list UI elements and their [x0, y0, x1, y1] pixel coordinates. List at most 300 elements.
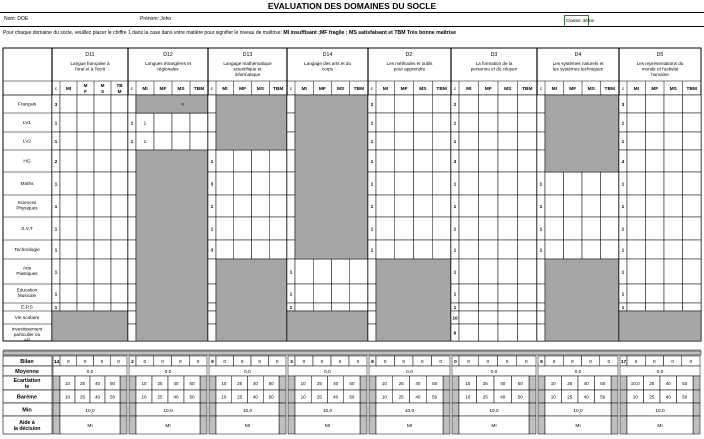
level-cell[interactable]: [414, 113, 433, 132]
level-cell[interactable]: [601, 217, 620, 240]
level-cell[interactable]: [498, 172, 518, 195]
level-cell[interactable]: [498, 259, 518, 284]
bareme-value: 25: [157, 394, 163, 400]
level-cell[interactable]: [479, 240, 499, 259]
footer-side-grey: [529, 416, 536, 434]
level-cell[interactable]: [459, 324, 479, 341]
level-cell[interactable]: [646, 303, 665, 311]
level-cell[interactable]: [395, 195, 414, 217]
count-cell[interactable]: [287, 113, 295, 132]
level-header: TBM: [686, 87, 697, 92]
moyenne-value: 0,0: [574, 370, 582, 375]
count-cell[interactable]: [208, 95, 216, 113]
level-cell[interactable]: [646, 132, 665, 150]
level-cell[interactable]: [111, 259, 128, 284]
level-cell[interactable]: [518, 113, 538, 132]
level-cell[interactable]: [582, 217, 601, 240]
level-cell[interactable]: [252, 150, 270, 172]
count-cell[interactable]: [208, 284, 216, 303]
level-cell[interactable]: [627, 217, 646, 240]
level-cell[interactable]: [432, 217, 451, 240]
level-cell[interactable]: [376, 240, 395, 259]
level-cell[interactable]: [518, 132, 538, 150]
subject-label: S.V.T: [21, 227, 33, 232]
level-cell[interactable]: [77, 195, 94, 217]
level-cell[interactable]: [350, 303, 368, 311]
level-cell[interactable]: [459, 113, 479, 132]
level-cell[interactable]: [234, 150, 252, 172]
level-cell[interactable]: [414, 132, 433, 150]
level-cell[interactable]: [601, 195, 620, 217]
level-cell[interactable]: [395, 95, 414, 113]
level-cell[interactable]: [664, 259, 683, 284]
footer-side-grey: [209, 376, 216, 390]
count-cell[interactable]: [368, 311, 376, 324]
level-cell[interactable]: [582, 195, 601, 217]
level-cell[interactable]: [498, 284, 518, 303]
count-cell[interactable]: [287, 172, 295, 195]
level-cell[interactable]: [252, 217, 270, 240]
count-cell[interactable]: [208, 324, 216, 341]
level-cell[interactable]: [313, 284, 331, 303]
level-cell[interactable]: [627, 240, 646, 259]
level-cell[interactable]: [269, 150, 287, 172]
level-cell[interactable]: [234, 240, 252, 259]
level-cell[interactable]: [77, 259, 94, 284]
count-cell[interactable]: [128, 324, 136, 341]
count-cell[interactable]: [537, 303, 545, 311]
level-cell[interactable]: [683, 284, 702, 303]
level-cell[interactable]: [234, 172, 252, 195]
level-cell[interactable]: [518, 324, 538, 341]
level-cell[interactable]: [395, 240, 414, 259]
level-cell[interactable]: [627, 113, 646, 132]
level-cell[interactable]: [94, 113, 111, 132]
level-cell[interactable]: [664, 195, 683, 217]
level-cell[interactable]: [459, 240, 479, 259]
level-cell[interactable]: [459, 284, 479, 303]
bareme-value: 10: [221, 394, 227, 400]
level-cell[interactable]: [498, 150, 518, 172]
level-cell[interactable]: [60, 113, 77, 132]
level-cell[interactable]: [376, 195, 395, 217]
level-cell[interactable]: [111, 172, 128, 195]
count-cell[interactable]: [537, 284, 545, 303]
level-cell[interactable]: [395, 172, 414, 195]
level-cell[interactable]: [498, 324, 518, 341]
count-cell[interactable]: [368, 303, 376, 311]
bilan-value: 0: [402, 360, 406, 365]
level-cell[interactable]: [269, 217, 287, 240]
count-cell[interactable]: [287, 150, 295, 172]
level-cell[interactable]: [60, 95, 77, 113]
level-cell[interactable]: [269, 172, 287, 195]
level-cell[interactable]: [111, 95, 128, 113]
level-cell[interactable]: [518, 172, 538, 195]
level-cell[interactable]: [414, 95, 433, 113]
count-cell[interactable]: [208, 259, 216, 284]
level-cell[interactable]: [269, 195, 287, 217]
level-cell[interactable]: [627, 195, 646, 217]
count-value: 3: [621, 102, 625, 108]
level-cell[interactable]: [376, 172, 395, 195]
level-cell[interactable]: [77, 172, 94, 195]
level-cell[interactable]: [216, 240, 234, 259]
level-header: MI: [65, 87, 72, 92]
level-cell[interactable]: [60, 217, 77, 240]
level-cell[interactable]: [646, 150, 665, 172]
level-cell[interactable]: [313, 259, 331, 284]
level-cell[interactable]: [498, 303, 518, 311]
count-cell[interactable]: [537, 311, 545, 324]
level-cell[interactable]: [77, 132, 94, 150]
level-cell[interactable]: [564, 217, 583, 240]
level-cell[interactable]: [60, 240, 77, 259]
level-cell[interactable]: [94, 195, 111, 217]
count-cell[interactable]: [287, 132, 295, 150]
count-cell[interactable]: [208, 303, 216, 311]
count-cell[interactable]: [537, 95, 545, 113]
count-cell[interactable]: [128, 303, 136, 311]
level-cell[interactable]: [111, 113, 128, 132]
level-cell[interactable]: [498, 132, 518, 150]
level-cell[interactable]: [459, 95, 479, 113]
level-cell[interactable]: [479, 284, 499, 303]
level-cell[interactable]: [664, 284, 683, 303]
level-cell[interactable]: [376, 217, 395, 240]
level-cell[interactable]: [582, 240, 601, 259]
level-cell[interactable]: [77, 95, 94, 113]
level-cell[interactable]: [172, 113, 190, 132]
level-cell[interactable]: [518, 240, 538, 259]
level-cell[interactable]: [627, 172, 646, 195]
level-cell[interactable]: [518, 311, 538, 324]
level-cell[interactable]: [376, 113, 395, 132]
footer-side-grey: [288, 390, 295, 403]
level-cell[interactable]: [683, 113, 702, 132]
level-header: MF: [318, 87, 326, 92]
level-cell[interactable]: [664, 113, 683, 132]
level-cell[interactable]: [459, 172, 479, 195]
count-cell[interactable]: [128, 284, 136, 303]
level-cell[interactable]: [94, 303, 111, 311]
count-cell[interactable]: [128, 240, 136, 259]
level-cell[interactable]: [154, 113, 172, 132]
level-cell[interactable]: [646, 240, 665, 259]
level-header: MI: [633, 87, 639, 92]
count-cell[interactable]: [128, 172, 136, 195]
level-cell[interactable]: [432, 172, 451, 195]
count-cell[interactable]: [368, 324, 376, 341]
level-cell[interactable]: [60, 195, 77, 217]
count-cell[interactable]: [208, 132, 216, 150]
count-cell[interactable]: [368, 259, 376, 284]
level-cell[interactable]: [683, 240, 702, 259]
level-cell[interactable]: [564, 195, 583, 217]
level-cell[interactable]: [234, 217, 252, 240]
count-cell[interactable]: [208, 113, 216, 132]
level-cell[interactable]: [432, 150, 451, 172]
level-cell[interactable]: [269, 240, 287, 259]
classe-label: Classe: 3ème: [566, 18, 595, 23]
count-cell[interactable]: [368, 284, 376, 303]
level-cell[interactable]: [479, 172, 499, 195]
level-cell[interactable]: [518, 303, 538, 311]
level-cell[interactable]: [479, 150, 499, 172]
level-cell[interactable]: [646, 217, 665, 240]
level-cell[interactable]: [111, 150, 128, 172]
level-cell[interactable]: [395, 132, 414, 150]
level-cell[interactable]: [479, 311, 499, 324]
level-cell[interactable]: [414, 217, 433, 240]
level-cell[interactable]: [350, 284, 368, 303]
level-cell[interactable]: [664, 217, 683, 240]
level-cell[interactable]: [252, 240, 270, 259]
level-cell[interactable]: [498, 217, 518, 240]
level-cell[interactable]: [646, 113, 665, 132]
level-cell[interactable]: [479, 303, 499, 311]
footer-side-grey: [209, 390, 216, 403]
level-cell[interactable]: [664, 303, 683, 311]
level-cell[interactable]: [664, 240, 683, 259]
count-cell[interactable]: [287, 195, 295, 217]
level-cell[interactable]: [601, 172, 620, 195]
count-cell[interactable]: [128, 311, 136, 324]
footer-side-grey: [611, 416, 618, 434]
level-cell[interactable]: [432, 195, 451, 217]
level-cell[interactable]: [646, 284, 665, 303]
level-cell[interactable]: [94, 240, 111, 259]
count-cell[interactable]: [128, 95, 136, 113]
level-cell[interactable]: [376, 132, 395, 150]
level-cell[interactable]: [479, 217, 499, 240]
level-cell[interactable]: [518, 195, 538, 217]
bilan-value: 0: [275, 360, 279, 365]
level-cell[interactable]: [414, 240, 433, 259]
level-cell[interactable]: [459, 195, 479, 217]
level-cell[interactable]: [216, 195, 234, 217]
level-cell[interactable]: [518, 150, 538, 172]
count-cell[interactable]: [128, 150, 136, 172]
level-cell[interactable]: [479, 324, 499, 341]
level-cell[interactable]: [313, 303, 331, 311]
level-cell[interactable]: [601, 240, 620, 259]
level-cell[interactable]: [295, 259, 313, 284]
level-cell[interactable]: [683, 195, 702, 217]
level-cell[interactable]: [77, 113, 94, 132]
level-cell[interactable]: [154, 132, 172, 150]
level-cell[interactable]: [111, 217, 128, 240]
level-cell[interactable]: [627, 259, 646, 284]
subject-label: Technologie: [14, 248, 40, 253]
level-cell[interactable]: [459, 259, 479, 284]
level-cell[interactable]: [646, 195, 665, 217]
level-cell[interactable]: [459, 303, 479, 311]
level-cell[interactable]: [646, 259, 665, 284]
level-cell[interactable]: [111, 240, 128, 259]
level-cell[interactable]: [111, 132, 128, 150]
level-cell[interactable]: [564, 240, 583, 259]
level-cell[interactable]: [459, 150, 479, 172]
level-cell[interactable]: [190, 132, 208, 150]
count-cell[interactable]: [537, 132, 545, 150]
level-cell[interactable]: [77, 284, 94, 303]
level-cell[interactable]: [479, 113, 499, 132]
level-cell[interactable]: [332, 303, 350, 311]
count-value: 1: [130, 139, 134, 145]
level-cell[interactable]: [216, 172, 234, 195]
count-cell[interactable]: [128, 217, 136, 240]
level-cell[interactable]: [376, 150, 395, 172]
level-cell[interactable]: [432, 113, 451, 132]
level-cell[interactable]: [627, 303, 646, 311]
count-header: c: [539, 87, 543, 92]
level-cell[interactable]: [252, 172, 270, 195]
count-cell[interactable]: [537, 113, 545, 132]
level-cell[interactable]: [498, 311, 518, 324]
level-cell[interactable]: [545, 195, 564, 217]
level-cell[interactable]: [683, 217, 702, 240]
count-cell[interactable]: [537, 259, 545, 284]
level-cell[interactable]: [94, 259, 111, 284]
level-cell[interactable]: [376, 95, 395, 113]
ecart-value: 10: [381, 380, 387, 386]
level-cell[interactable]: [498, 240, 518, 259]
level-cell[interactable]: [459, 132, 479, 150]
level-cell[interactable]: [664, 172, 683, 195]
level-cell[interactable]: [216, 217, 234, 240]
level-cell[interactable]: [683, 259, 702, 284]
level-cell[interactable]: [60, 259, 77, 284]
level-cell[interactable]: [94, 132, 111, 150]
level-cell[interactable]: [332, 284, 350, 303]
count-cell[interactable]: [537, 324, 545, 341]
aide-value: MI: [491, 424, 497, 429]
count-cell[interactable]: [128, 195, 136, 217]
level-cell[interactable]: [414, 150, 433, 172]
level-cell[interactable]: [295, 284, 313, 303]
count-cell[interactable]: [287, 217, 295, 240]
prenom-label: Prénom: John: [140, 16, 172, 22]
level-cell[interactable]: [395, 113, 414, 132]
level-cell[interactable]: [60, 132, 77, 150]
level-cell[interactable]: [111, 195, 128, 217]
level-cell[interactable]: [77, 150, 94, 172]
level-cell[interactable]: [94, 172, 111, 195]
footer-side-grey: [129, 403, 136, 416]
level-cell[interactable]: [414, 195, 433, 217]
level-cell[interactable]: [94, 95, 111, 113]
level-cell[interactable]: [350, 259, 368, 284]
level-cell[interactable]: [498, 195, 518, 217]
count-cell[interactable]: [537, 150, 545, 172]
level-cell[interactable]: [479, 195, 499, 217]
level-cell[interactable]: [683, 95, 702, 113]
level-cell[interactable]: [111, 284, 128, 303]
level-cell[interactable]: [627, 132, 646, 150]
level-cell[interactable]: [564, 172, 583, 195]
level-cell[interactable]: [94, 284, 111, 303]
level-cell[interactable]: [111, 303, 128, 311]
level-cell[interactable]: [77, 240, 94, 259]
level-cell[interactable]: [518, 95, 538, 113]
ecart-value: 50: [517, 380, 523, 386]
level-cell[interactable]: [664, 132, 683, 150]
level-header: MF: [569, 87, 577, 92]
level-cell[interactable]: [395, 217, 414, 240]
level-cell[interactable]: [432, 132, 451, 150]
level-cell[interactable]: [479, 132, 499, 150]
subject-label: particulier ou: [13, 332, 41, 337]
level-cell[interactable]: [432, 240, 451, 259]
level-header: MI: [301, 87, 307, 92]
level-cell[interactable]: [432, 95, 451, 113]
level-cell[interactable]: [646, 172, 665, 195]
level-cell[interactable]: [518, 284, 538, 303]
level-cell[interactable]: [683, 303, 702, 311]
level-cell[interactable]: [479, 95, 499, 113]
level-cell[interactable]: [582, 172, 601, 195]
level-cell[interactable]: [498, 95, 518, 113]
level-cell[interactable]: [627, 150, 646, 172]
level-cell[interactable]: [172, 132, 190, 150]
level-cell[interactable]: [545, 172, 564, 195]
level-cell[interactable]: [94, 150, 111, 172]
level-cell[interactable]: [60, 284, 77, 303]
level-cell[interactable]: [60, 150, 77, 172]
level-cell[interactable]: [77, 303, 94, 311]
count-cell[interactable]: [287, 95, 295, 113]
level-cell[interactable]: [77, 217, 94, 240]
level-cell[interactable]: [252, 195, 270, 217]
level-cell[interactable]: [683, 150, 702, 172]
level-cell[interactable]: [545, 240, 564, 259]
level-cell[interactable]: [518, 217, 538, 240]
level-cell[interactable]: [395, 150, 414, 172]
footer-side-grey: [452, 376, 459, 390]
level-cell[interactable]: [627, 95, 646, 113]
ecart-value: 10: [141, 380, 147, 386]
level-cell[interactable]: [216, 150, 234, 172]
level-cell[interactable]: [459, 311, 479, 324]
level-cell[interactable]: [646, 95, 665, 113]
level-cell[interactable]: [683, 132, 702, 150]
level-cell[interactable]: [518, 259, 538, 284]
level-cell[interactable]: [664, 150, 683, 172]
level-cell[interactable]: [664, 95, 683, 113]
footer-label: Barème: [16, 394, 38, 401]
level-cell[interactable]: [545, 217, 564, 240]
count-cell[interactable]: [208, 311, 216, 324]
bareme-value: 10: [300, 394, 306, 400]
level-cell[interactable]: [234, 195, 252, 217]
level-cell[interactable]: [60, 303, 77, 311]
level-cell[interactable]: [295, 303, 313, 311]
level-cell[interactable]: [332, 259, 350, 284]
level-cell[interactable]: [627, 284, 646, 303]
level-cell[interactable]: [190, 113, 208, 132]
level-cell[interactable]: [479, 259, 499, 284]
level-cell[interactable]: [498, 113, 518, 132]
footer-side-grey: [360, 376, 367, 390]
level-cell[interactable]: [94, 217, 111, 240]
count-cell[interactable]: [287, 240, 295, 259]
level-cell[interactable]: [459, 217, 479, 240]
level-cell[interactable]: [683, 172, 702, 195]
level-cell[interactable]: [60, 172, 77, 195]
level-cell[interactable]: [414, 172, 433, 195]
count-cell[interactable]: [128, 259, 136, 284]
